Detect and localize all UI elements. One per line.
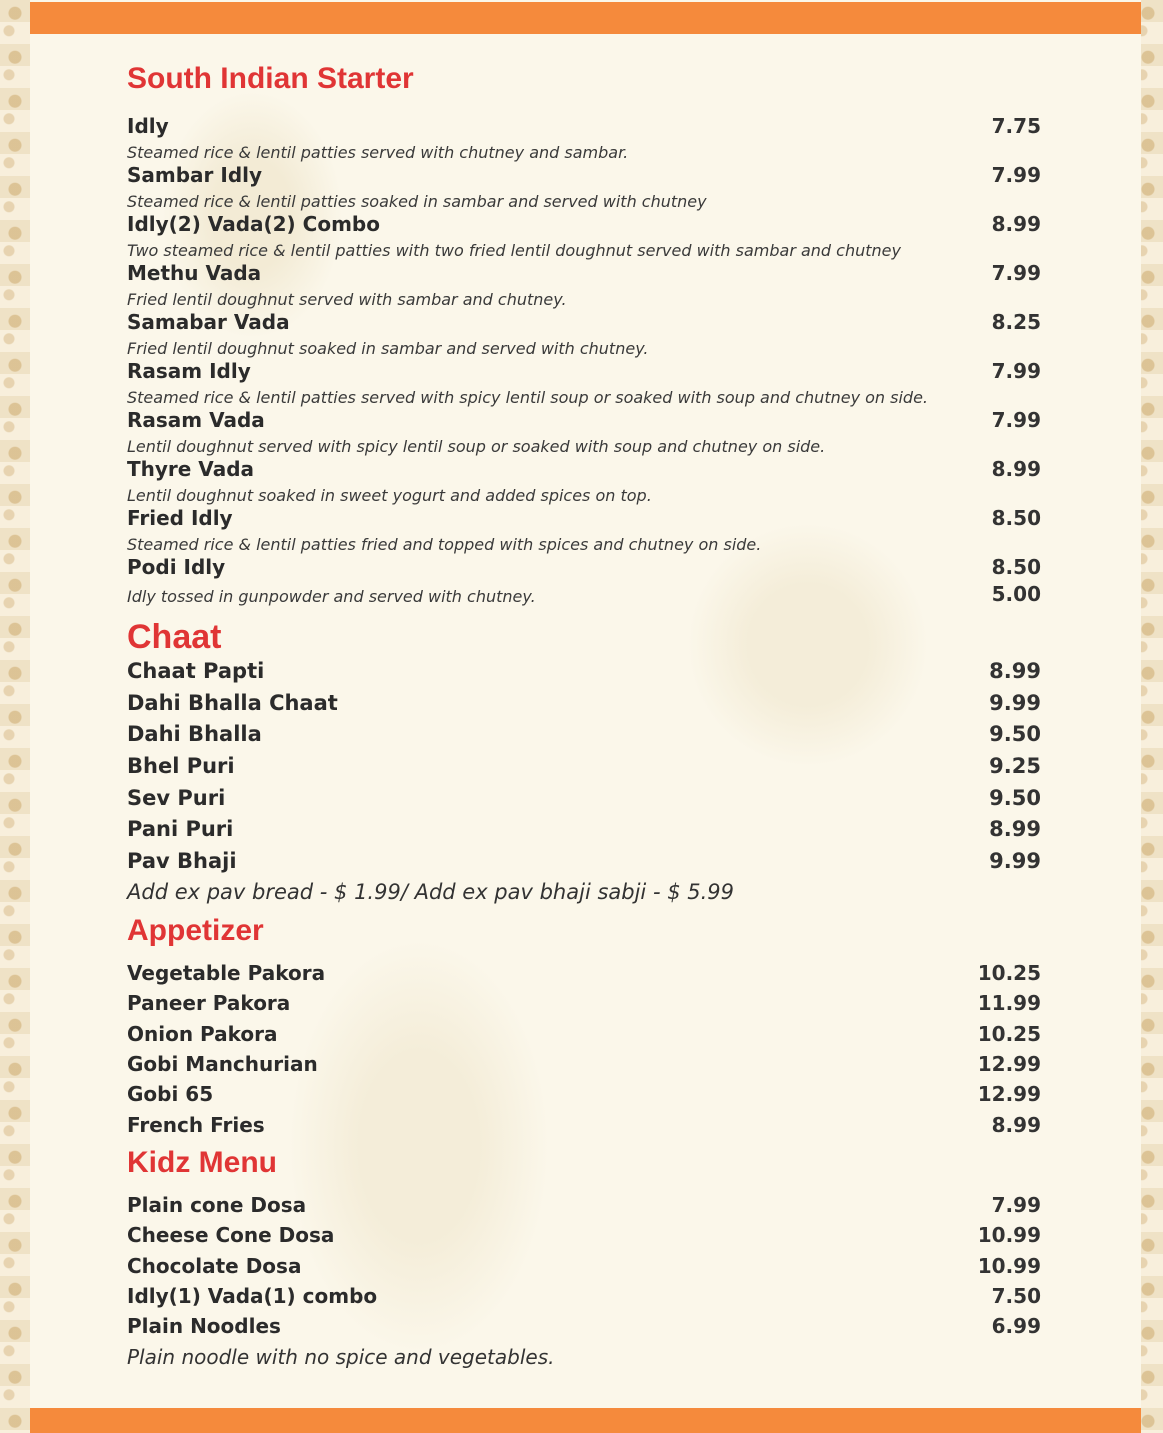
item-name: Samabar Vada bbox=[127, 310, 290, 334]
item-description: Lentil doughnut served with spicy lentil soup or soaked with soup and chutney on side. bbox=[127, 437, 826, 456]
item-price: 8.99 bbox=[989, 659, 1041, 683]
item-name: Methu Vada bbox=[127, 261, 262, 285]
item-name: Gobi Manchurian bbox=[127, 1052, 318, 1076]
item-price: 10.25 bbox=[977, 1022, 1041, 1046]
item-name: Bhel Puri bbox=[127, 754, 235, 778]
item-price: 8.99 bbox=[991, 212, 1041, 236]
item-description: Fried lentil doughnut soaked in sambar and served with chutney. bbox=[127, 339, 649, 358]
item-name: Plain cone Dosa bbox=[127, 1193, 307, 1217]
section-title-south-indian: South Indian Starter bbox=[127, 62, 414, 95]
item-name: Sev Puri bbox=[127, 786, 226, 810]
item-name: Thyre Vada bbox=[127, 457, 255, 481]
section-title-kidz: Kidz Menu bbox=[127, 1146, 277, 1179]
item-name: French Fries bbox=[127, 1113, 265, 1137]
item-description: Two steamed rice & lentil patties with two fried lentil doughnut served with sambar and chutney bbox=[127, 241, 901, 260]
item-price: 9.50 bbox=[989, 786, 1041, 810]
item-price: 7.99 bbox=[991, 1193, 1041, 1217]
item-price: 7.50 bbox=[991, 1284, 1041, 1308]
item-price: 7.99 bbox=[991, 261, 1041, 285]
item-price: 7.75 bbox=[991, 114, 1041, 138]
item-price: 7.99 bbox=[991, 408, 1041, 432]
item-price: 12.99 bbox=[977, 1082, 1041, 1106]
item-name: Rasam Vada bbox=[127, 408, 265, 432]
item-name: Idly(2) Vada(2) Combo bbox=[127, 212, 380, 236]
item-description: Idly tossed in gunpowder and served with chutney. bbox=[127, 587, 536, 606]
item-price: 8.99 bbox=[991, 457, 1041, 481]
item-price: 7.99 bbox=[991, 163, 1041, 187]
item-price: 9.99 bbox=[989, 849, 1041, 873]
item-name: Idly bbox=[127, 114, 169, 138]
item-name: Dahi Bhalla bbox=[127, 722, 262, 746]
top-orange-band bbox=[30, 2, 1141, 34]
item-description: Fried lentil doughnut served with sambar and chutney. bbox=[127, 290, 567, 309]
item-name: Podi Idly bbox=[127, 555, 226, 579]
item-name: Chaat Papti bbox=[127, 659, 265, 683]
item-price: 8.99 bbox=[989, 817, 1041, 841]
item-name: Dahi Bhalla Chaat bbox=[127, 691, 338, 715]
item-price: 8.25 bbox=[991, 310, 1041, 334]
item-name: Paneer Pakora bbox=[127, 991, 291, 1015]
item-name: Pav Bhaji bbox=[127, 849, 237, 873]
item-description: Steamed rice & lentil patties soaked in sambar and served with chutney bbox=[127, 192, 707, 211]
item-description: Steamed rice & lentil patties served with chutney and sambar. bbox=[127, 143, 629, 162]
item-price: 10.99 bbox=[977, 1223, 1041, 1247]
item-description: Steamed rice & lentil patties fried and topped with spices and chutney on side. bbox=[127, 535, 762, 554]
item-price: 10.25 bbox=[977, 961, 1041, 985]
left-ornament-border bbox=[0, 0, 30, 1433]
kidz-note: Plain noodle with no spice and vegetables. bbox=[127, 1345, 555, 1369]
item-name: Idly(1) Vada(1) combo bbox=[127, 1284, 378, 1308]
item-price: 9.25 bbox=[989, 754, 1041, 778]
section-title-appetizer: Appetizer bbox=[127, 914, 264, 947]
item-name: Onion Pakora bbox=[127, 1022, 278, 1046]
item-price: 11.99 bbox=[977, 991, 1041, 1015]
item-name: Rasam Idly bbox=[127, 359, 251, 383]
chaat-note: Add ex pav bread - $ 1.99/ Add ex pav bhaji sabji - $ 5.99 bbox=[127, 880, 734, 904]
item-name: Fried Idly bbox=[127, 506, 233, 530]
item-price: 7.99 bbox=[991, 359, 1041, 383]
item-name: Pani Puri bbox=[127, 817, 234, 841]
item-price: 10.99 bbox=[977, 1254, 1041, 1278]
item-name: Plain Noodles bbox=[127, 1314, 281, 1338]
item-price: 8.99 bbox=[991, 1113, 1041, 1137]
item-name: Chocolate Dosa bbox=[127, 1254, 302, 1278]
item-price-secondary: 5.00 bbox=[991, 582, 1041, 606]
bottom-orange-band bbox=[30, 1408, 1141, 1433]
item-name: Vegetable Pakora bbox=[127, 961, 326, 985]
item-price: 6.99 bbox=[991, 1314, 1041, 1338]
item-price: 8.50 bbox=[991, 506, 1041, 530]
item-price: 9.99 bbox=[989, 691, 1041, 715]
item-name: Sambar Idly bbox=[127, 163, 263, 187]
item-description: Steamed rice & lentil patties served with spicy lentil soup or soaked with soup and chutney on side. bbox=[127, 388, 929, 407]
item-description: Lentil doughnut soaked in sweet yogurt and added spices on top. bbox=[127, 486, 652, 505]
item-price: 9.50 bbox=[989, 722, 1041, 746]
item-name: Cheese Cone Dosa bbox=[127, 1223, 335, 1247]
section-title-chaat: Chaat bbox=[127, 618, 222, 656]
item-name: Gobi 65 bbox=[127, 1082, 214, 1106]
item-price: 8.50 bbox=[991, 555, 1041, 579]
item-price: 12.99 bbox=[977, 1052, 1041, 1076]
